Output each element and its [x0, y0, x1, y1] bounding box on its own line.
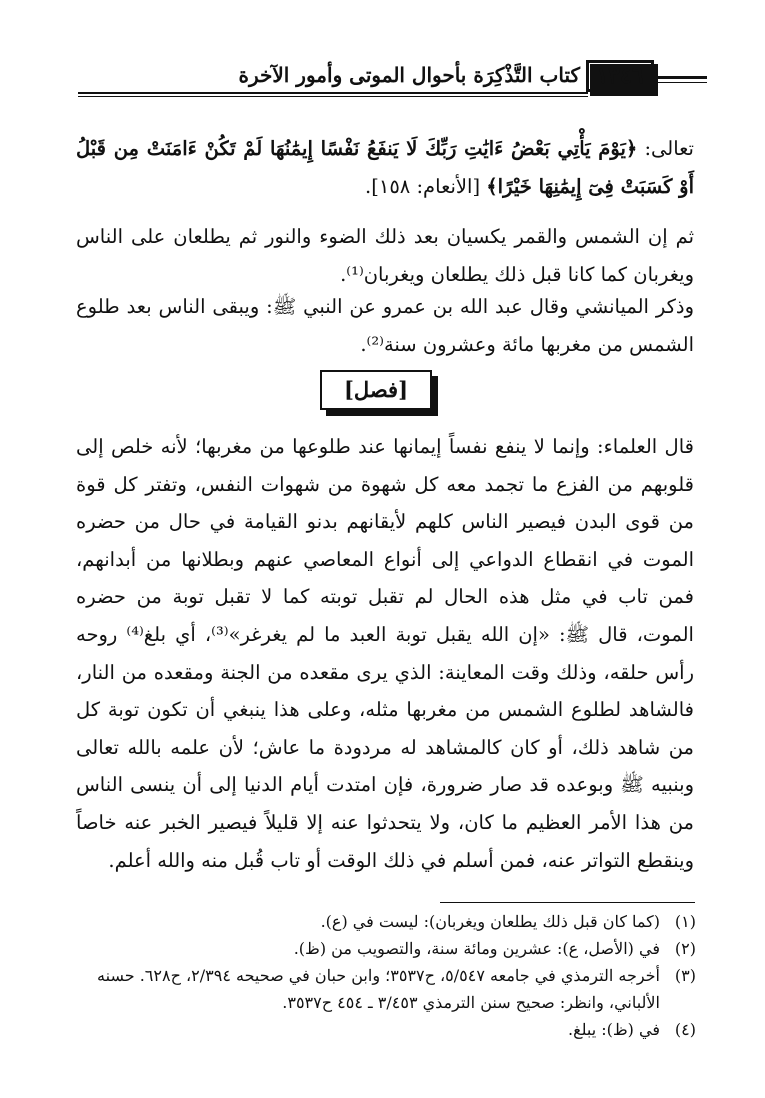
quran-verse: ﴿يَوْمَ يَأْتِي بَعْضُ ءَايَٰتِ رَبِّكَ لَا يَنفَعُ نَفْسًا إِيمَٰنُهَا لَمْ تَكُنْ ءَامَنَتْ مِن قَبْلُ أَوْ كَسَبَتْ فِىٓ إِيمَٰنِهَا خَيْرًا﴾: [76, 137, 694, 198]
book-title: كتاب التَّذْكِرَة بأحوال الموتى وأمور الآخرة: [238, 63, 580, 87]
footnote-text: في (الأصل، ع): عشرين ومائة سنة، والتصويب من (ظ).: [293, 939, 660, 958]
footnotes: [76, 908, 696, 1043]
header-rule-thin: [78, 96, 588, 97]
footnote-4: [76, 1016, 696, 1043]
footnote-separator: [440, 902, 695, 903]
header-rule-right-thin: [655, 82, 707, 83]
header-rule-right: [655, 76, 707, 79]
paragraph-sun-moon: ثم إن الشمس والقمر يكسيان بعد ذلك الضوء والنور ثم يطلعان على الناس ويغربان كما كانا قبل ذلك يطلعان ويغربان⁽¹⁾.: [76, 225, 694, 286]
footnote-text: في (ظ): يبلغ.: [567, 1020, 660, 1039]
paragraph-quran-citation: [76, 130, 694, 210]
paragraph-mayanshi: وذكر الميانشي وقال عبد الله بن عمرو عن النبي ﷺ: ويبقى الناس بعد طلوع الشمس من مغربها مائة وعشرون سنة⁽²⁾.: [76, 295, 694, 356]
paragraph-scholars: قال العلماء: وإنما لا ينفع نفساً إيمانها عند طلوعها من مغربها؛ لأنه خلص إلى قلوبهم من الفزع ما تجمد معه كل شهوة من شهوات النفس، وتفتر كل قوة من قوى البدن فيصير الناس كلهم لأيقانهم بدنو القيامة في حال من حضره الموت في انقطاع الدواعي إلى أنواع المعاصي عنهم وبطلانها من أبدانهم، فمن تاب في مثل هذه الحال لم تقبل توبته كما لا تقبل توبة من حضره الموت، قال ﷺ: «إن الله يقبل توبة العبد ما لم يغرغر»⁽³⁾، أي بلغ⁽⁴⁾ روحه رأس حلقه، وذلك وقت المعاينة: الذي يرى مقعده من الجنة ومقعده من النار، فالشاهد لطلوع الشمس من مغربها مثله، وعلى هذا ينبغي أن تكون توبة كل من شاهد ذلك، أو كان كالمشاهد له مردودة ما عاش؛ لأن علمه بالله تعالى وبنبيه ﷺ وبوعده قد صار ضرورة، فإن امتدت أيام الدنيا إلى أن ينسى الناس من هذا الأمر العظيم ما كان، ولا يتحدثوا عنه إلا قليلاً فيصير الخبر عنه خاصاً وينقطع التواتر عنه، فمن أسلم في ذلك الوقت أو تاب قُبل منه والله أعلم.: [76, 435, 694, 872]
footnote-number: (٢): [674, 939, 696, 958]
header-rule: [78, 92, 588, 94]
section-title: [فصل]: [320, 370, 432, 410]
footnote-number: (٤): [674, 1020, 696, 1039]
paragraph-intro: تعالى:: [637, 137, 694, 160]
footnote-1: [76, 908, 696, 935]
footnote-number: (١): [674, 912, 696, 931]
footnote-text: (كما كان قبل ذلك يطلعان ويغربان): ليست في (ع).: [320, 912, 660, 931]
section-heading: [320, 370, 440, 416]
footnote-3: [76, 962, 696, 1016]
page-number: ١٣٤٦: [586, 60, 654, 92]
footnote-number: (٣): [674, 966, 696, 985]
footnote-text: أخرجه الترمذي في جامعه ٥/٥٤٧، ح٣٥٣٧؛ وابن حبان في صحيحه ٢/٣٩٤، ح٦٢٨. حسنه الألباني، وانظر: صحيح سنن الترمذي ٣/٤٥٣ ـ ٤٥٤ ح٣٥٣٧.: [97, 966, 660, 1012]
quran-reference: [الأنعام: ١٥٨].: [365, 175, 487, 198]
footnote-2: [76, 935, 696, 962]
